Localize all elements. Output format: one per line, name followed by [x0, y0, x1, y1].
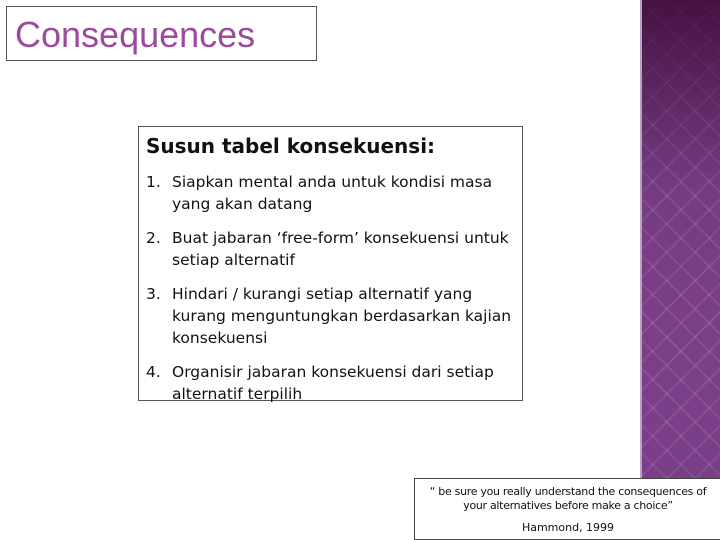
step-number: 3.: [146, 285, 161, 303]
title-box: [6, 6, 317, 61]
step-number: 4.: [146, 363, 161, 381]
step-item: [146, 227, 516, 271]
decorative-side-band: [642, 0, 720, 540]
step-text: Hindari / kurangi setiap alternatif yang kurang menguntungkan berdasarkan kajian konsekuensi: [172, 285, 512, 347]
step-item: [146, 283, 516, 349]
steps-list: [146, 171, 516, 417]
content-heading: Susun tabel konsekuensi:: [146, 134, 436, 158]
slide-title: Consequences: [15, 14, 256, 55]
step-number: 2.: [146, 229, 161, 247]
step-text: Buat jabaran ‘free-form’ konsekuensi untuk setiap alternatif: [172, 229, 509, 269]
step-item: [146, 171, 516, 215]
step-text: Organisir jabaran konsekuensi dari setiap alternatif terpilih: [172, 363, 494, 403]
content-box: [138, 126, 523, 401]
step-item: [146, 361, 516, 405]
quote-author: Hammond, 1999: [521, 521, 615, 534]
quote-box: [414, 478, 720, 540]
step-text: Siapkan mental anda untuk kondisi masa yang akan datang: [172, 173, 493, 213]
quote-text: “ be sure you really understand the consequences of your alternatives before make a choice”: [429, 485, 707, 512]
step-number: 1.: [146, 173, 161, 191]
